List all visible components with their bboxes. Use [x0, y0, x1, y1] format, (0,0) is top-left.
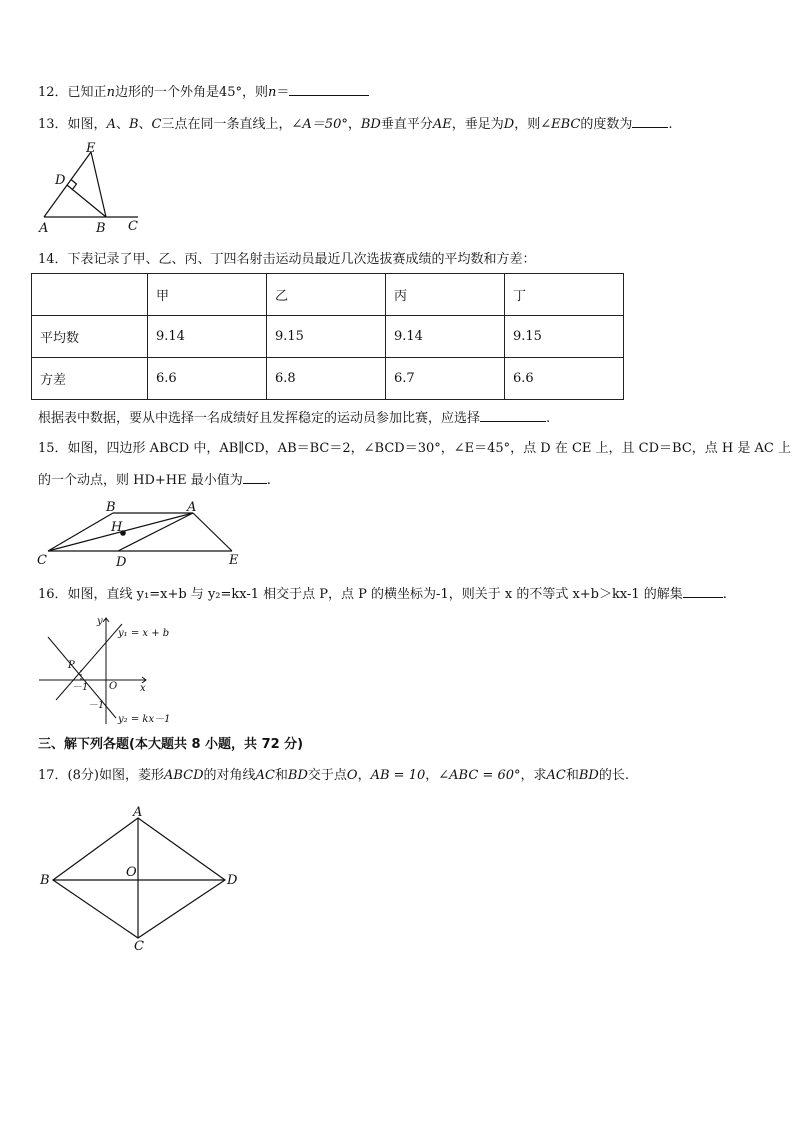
label-C: C [128, 219, 138, 234]
label-y: y [97, 616, 103, 627]
label-neg1-y: －1 [88, 700, 105, 711]
label-neg1-x: －1 [72, 682, 89, 693]
table-row [32, 358, 624, 400]
table-cell: 丙 [386, 274, 505, 316]
answer-blank[interactable] [289, 83, 369, 96]
question-number: 12． [38, 85, 68, 100]
table-cell: 6.8 [267, 358, 386, 400]
segment-CB [48, 513, 113, 551]
table-cell: 6.7 [386, 358, 505, 400]
figure-q17-rhombus [36, 802, 246, 954]
segment-AE [193, 513, 232, 551]
label-y1-line: y₁ = x + b [118, 628, 170, 639]
question-15: 15．如图，四边形 ABCD 中，AB∥CD，AB＝BC＝2，∠BCD＝30°，∠E＝45°，点 D 在 CE 上，且 CD＝BC，点 H 是 AC 上 [38, 441, 791, 456]
table-cell [32, 274, 148, 316]
label-D: D [227, 873, 238, 888]
label-A: A [39, 221, 49, 236]
question-number: 16． [38, 587, 68, 602]
question-14-prompt: 根据表中数据，要从中选择一名成绩好且发挥稳定的运动员参加比赛，应选择 . [38, 411, 551, 426]
answer-blank[interactable] [243, 471, 267, 484]
label-B: B [96, 221, 106, 236]
figure-q15-quadrilateral [36, 498, 246, 570]
table-header-row [32, 274, 624, 316]
question-13: 13．如图，A、B、C三点在同一条直线上，∠A＝50°，BD垂直平分AE，垂足为D，则∠EBC的度数为 . [38, 117, 673, 132]
label-O: O [109, 681, 118, 692]
label-D: D [116, 555, 127, 570]
section-heading: 三、解下列各题(本大题共 8 小题，共 72 分) [38, 737, 304, 752]
table-cell: 9.14 [148, 316, 267, 358]
label-A: A [187, 500, 197, 515]
question-14: 14．下表记录了甲、乙、丙、丁四名射击运动员最近几次选拔赛成绩的平均数和方差： [38, 252, 536, 267]
answer-blank[interactable] [632, 115, 668, 128]
table-cell: 6.6 [505, 358, 624, 400]
label-D: D [55, 173, 66, 188]
label-E: E [86, 141, 96, 156]
figure-q16-graph [36, 612, 176, 730]
table-cell: 丁 [505, 274, 624, 316]
label-E: E [229, 553, 239, 568]
question-number: 15． [38, 441, 68, 456]
table-cell: 9.15 [505, 316, 624, 358]
question-16: 16．如图，直线 y₁=x+b 与 y₂=kx-1 相交于点 P，点 P 的横坐标为-1，则关于 x 的不等式 x+b＞kx-1 的解集 . [38, 587, 727, 602]
label-H: H [111, 520, 123, 535]
question-17: 17．(8分)如图，菱形ABCD的对角线AC和BD交于点O，AB = 10，∠ABC = 60°，求AC和BD的长. [38, 768, 629, 783]
question-number: 14． [38, 252, 68, 267]
table-cell: 甲 [148, 274, 267, 316]
label-y2-line: y₂ = kx－1 [118, 714, 171, 725]
answer-blank[interactable] [683, 585, 723, 598]
rhombus-ABCD [53, 818, 225, 938]
label-B: B [40, 873, 50, 888]
table-cell: 6.6 [148, 358, 267, 400]
label-O: O [126, 865, 137, 880]
segment-DA [118, 513, 193, 551]
label-x: x [140, 683, 146, 694]
table-cell: 9.14 [386, 316, 505, 358]
figure-q13-triangle [36, 140, 146, 235]
label-A: A [133, 805, 143, 820]
segment-AE [44, 152, 91, 217]
question-12: 12．已知正n边形的一个外角是45°，则n＝ [38, 83, 369, 102]
scores-table [31, 273, 624, 400]
label-C: C [37, 553, 47, 568]
answer-blank[interactable] [480, 409, 546, 422]
question-number: 13． [38, 117, 68, 132]
question-15-line2: 的一个动点，则 HD+HE 最小值为 . [38, 473, 271, 488]
table-row [32, 316, 624, 358]
label-B: B [106, 500, 116, 515]
table-cell: 乙 [267, 274, 386, 316]
question-number: 17． [38, 768, 68, 783]
label-P: P [68, 660, 75, 671]
table-cell: 平均数 [32, 316, 148, 358]
table-cell: 9.15 [267, 316, 386, 358]
table-cell: 方差 [32, 358, 148, 400]
label-C: C [134, 939, 144, 954]
